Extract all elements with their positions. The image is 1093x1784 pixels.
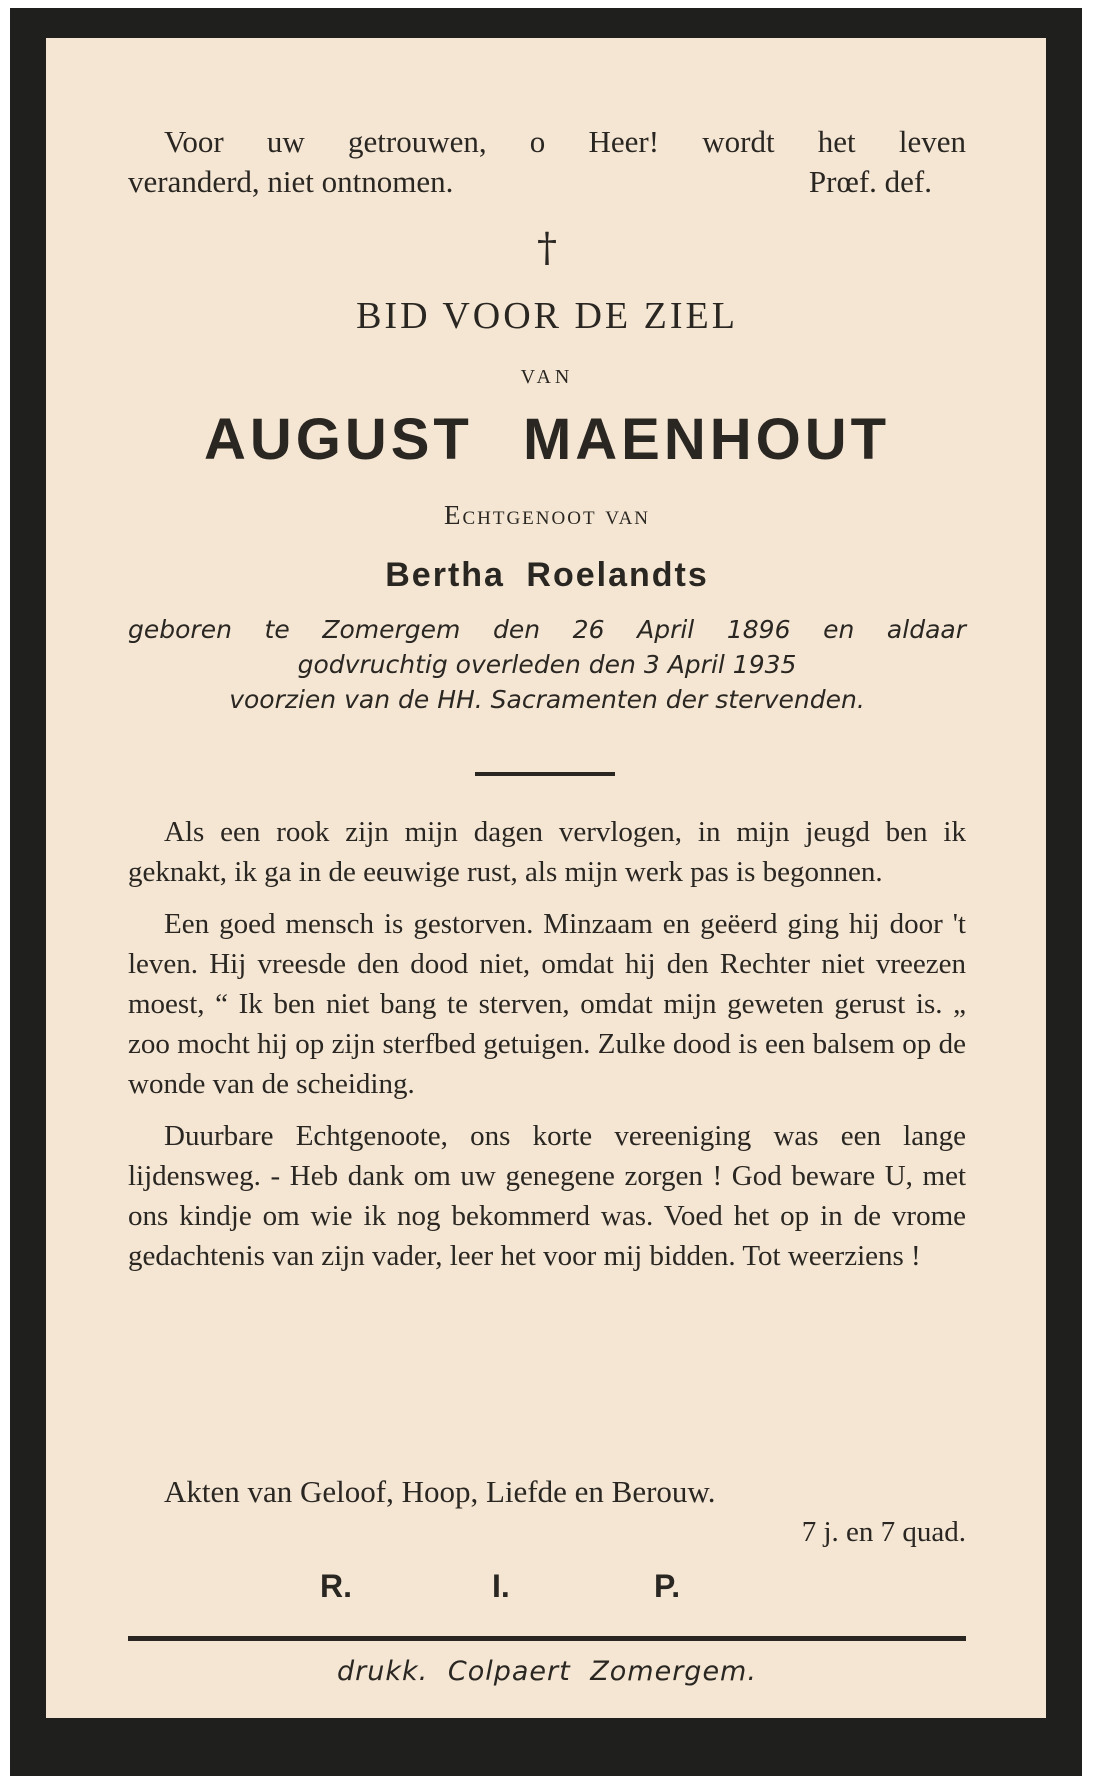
heading: BID VOOR DE ZIEL bbox=[356, 295, 738, 337]
death-line: godvruchtig overleden den 3 April 1935 bbox=[297, 650, 797, 679]
printer-credit: drukk. Colpaert Zomergem. bbox=[337, 1656, 757, 1687]
memorial-text bbox=[128, 812, 966, 1276]
epigraph-line-2 bbox=[128, 162, 966, 202]
van-label: VAN bbox=[520, 366, 574, 388]
rip-r: R. bbox=[320, 1568, 352, 1604]
card-paper bbox=[46, 38, 1046, 1718]
rip-p: P. bbox=[654, 1568, 681, 1604]
birth-line: geboren te Zomergem den 26 April 1896 en aldaar bbox=[128, 615, 966, 644]
epigraph-line-1: Voor uw getrouwen, o Heer! wordt het leven bbox=[164, 124, 966, 159]
epigraph-source: Prœf. def. bbox=[808, 164, 932, 199]
paragraph: Een goed mensch is gestorven. Minzaam en geëerd ging hij door 't leven. Hij vreesde den dood niet, omdat hij den Rechter niet vreezen moest, “ Ik ben niet bang te sterven, omdat mijn geweten gerust is. „ zoo mocht hij op zijn sterfbed getuigen. Zulke dood is een balsem op de wonde van de scheiding. bbox=[128, 908, 966, 1100]
memorial-card bbox=[10, 8, 1082, 1776]
divider-long bbox=[128, 1636, 966, 1641]
epigraph-text: veranderd, niet ontnomen. bbox=[128, 164, 454, 199]
rip-i: I. bbox=[492, 1568, 510, 1604]
divider-short bbox=[475, 772, 615, 776]
card-content bbox=[128, 38, 966, 1718]
life-dates bbox=[128, 612, 966, 717]
spouse-title: Echtgenoot van bbox=[443, 500, 651, 530]
spouse-name: Bertha Roelandts bbox=[385, 556, 709, 594]
deceased-name: AUGUST MAENHOUT bbox=[203, 407, 891, 472]
paragraph: Als een rook zijn mijn dagen vervlogen, in mijn jeugd ben ik geknakt, ik ga in de eeuwige rust, als mijn werk pas is begonnen. bbox=[128, 816, 966, 888]
cross-icon: † bbox=[537, 225, 557, 271]
paragraph: Duurbare Echtgenoote, ons korte vereeniging was een lange lijdensweg. - Heb dank om uw genegene zorgen ! God beware U, met ons kindje om wie ik nog bekommerd was. Voed het op in de vrome gedachtenis van zijn vader, leer het voor mij bidden. Tot weerziens ! bbox=[128, 1120, 966, 1272]
acts-of-faith: Akten van Geloof, Hoop, Liefde en Berouw. bbox=[164, 1474, 716, 1509]
epigraph bbox=[128, 122, 966, 202]
sacraments-line: voorzien van de HH. Sacramenten der stervenden. bbox=[229, 685, 865, 714]
indulgence: 7 j. en 7 quad. bbox=[801, 1516, 966, 1548]
